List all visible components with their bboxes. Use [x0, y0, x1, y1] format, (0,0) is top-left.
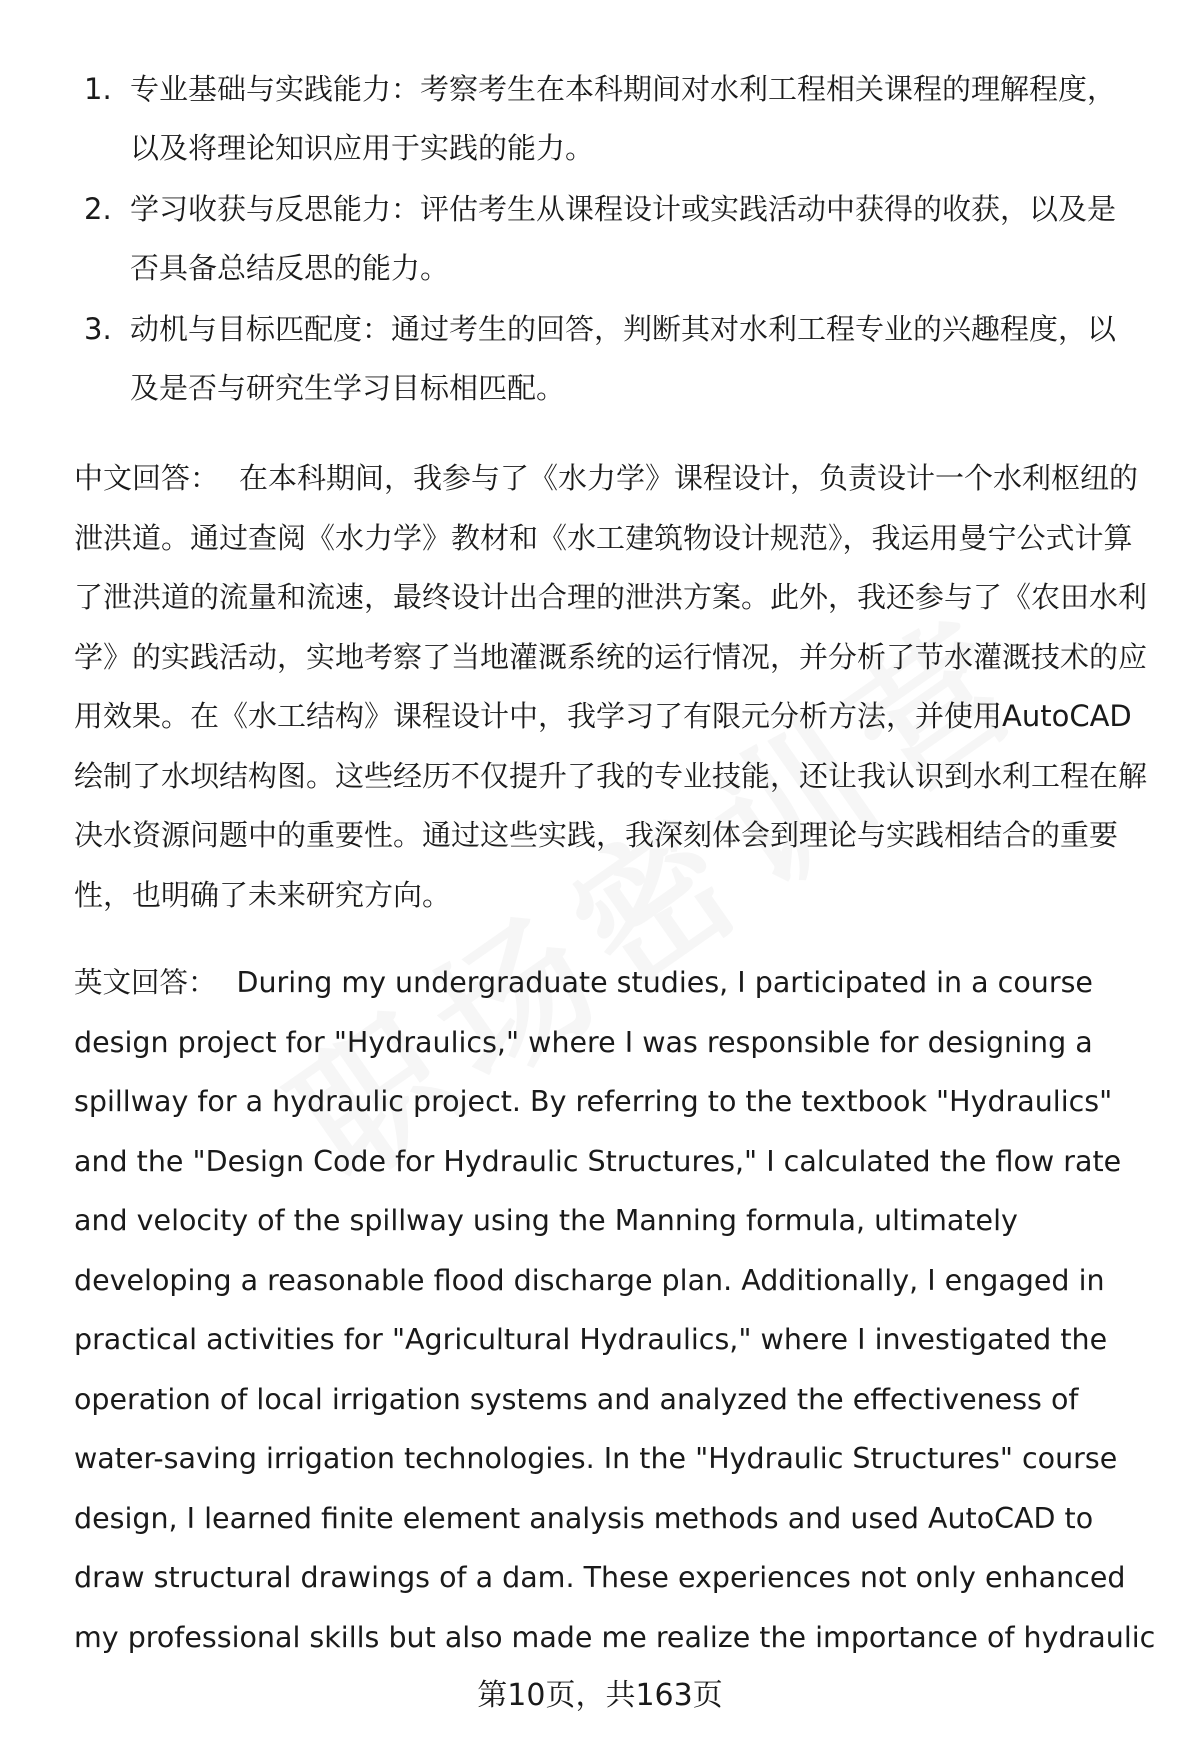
list-item [84, 180, 1144, 298]
chinese-answer-paragraph [74, 449, 1156, 925]
list-item-number: 1. [84, 72, 112, 106]
english-answer-paragraph [74, 953, 1156, 1667]
list-item [84, 300, 1144, 418]
evaluation-criteria-list [84, 60, 1144, 420]
list-item-number: 2. [84, 192, 112, 226]
list-item-text: 动机与目标匹配度：通过考生的回答，判断其对水利工程专业的兴趣程度，以及是否与研究生学习目标相匹配。 [130, 312, 1117, 405]
english-answer-text: During my undergraduate studies, I participated in a course design project for "Hydraulics," where I was responsible for designing a spillway for a hydraulic project. By referring to the textbook "Hydraulics" and the "Design Code for Hydraulic Structures," I calculated the flow rate and velocity of the spillway using the Manning formula, ultimately developing a reasonable flood discharge plan. Additionally, I engaged in practical activities for "Agricultural Hydraulics," where I investigated the operation of local irrigation systems and analyzed the effectiveness of water-saving irrigation technologies. In the "Hydraulic Structures" course design, I learned finite element analysis methods and used AutoCAD to draw structural drawings of a dam. These experiences not only enhanced my professional skills but also made me realize the importance of hydraulic [74, 966, 1156, 1654]
list-item-text: 学习收获与反思能力：评估考生从课程设计或实践活动中获得的收获，以及是否具备总结反思的能力。 [130, 192, 1117, 285]
chinese-answer-text: 在本科期间，我参与了《水力学》课程设计，负责设计一个水利枢纽的泄洪道。通过查阅《水力学》教材和《水工建筑物设计规范》，我运用曼宁公式计算了泄洪道的流量和流速，最终设计出合理的泄洪方案。此外，我还参与了《农田水利学》的实践活动，实地考察了当地灌溉系统的运行情况，并分析了节水灌溉技术的应用效果。在《水工结构》课程设计中，我学习了有限元分析方法，并使用AutoCAD绘制了水坝结构图。这些经历不仅提升了我的专业技能，还让我认识到水利工程在解决水资源问题中的重要性。通过这些实践，我深刻体会到理论与实践相结合的重要性，也明确了未来研究方向。 [74, 461, 1148, 912]
page-number-footer: 第10页，共163页 [477, 1678, 723, 1713]
english-answer-label: 英文回答： [74, 966, 217, 999]
list-item-number: 3. [84, 312, 112, 346]
chinese-answer-label: 中文回答： [74, 461, 220, 495]
list-item-text: 专业基础与实践能力：考察考生在本科期间对水利工程相关课程的理解程度，以及将理论知识应用于实践的能力。 [130, 72, 1117, 165]
list-item [84, 60, 1144, 178]
